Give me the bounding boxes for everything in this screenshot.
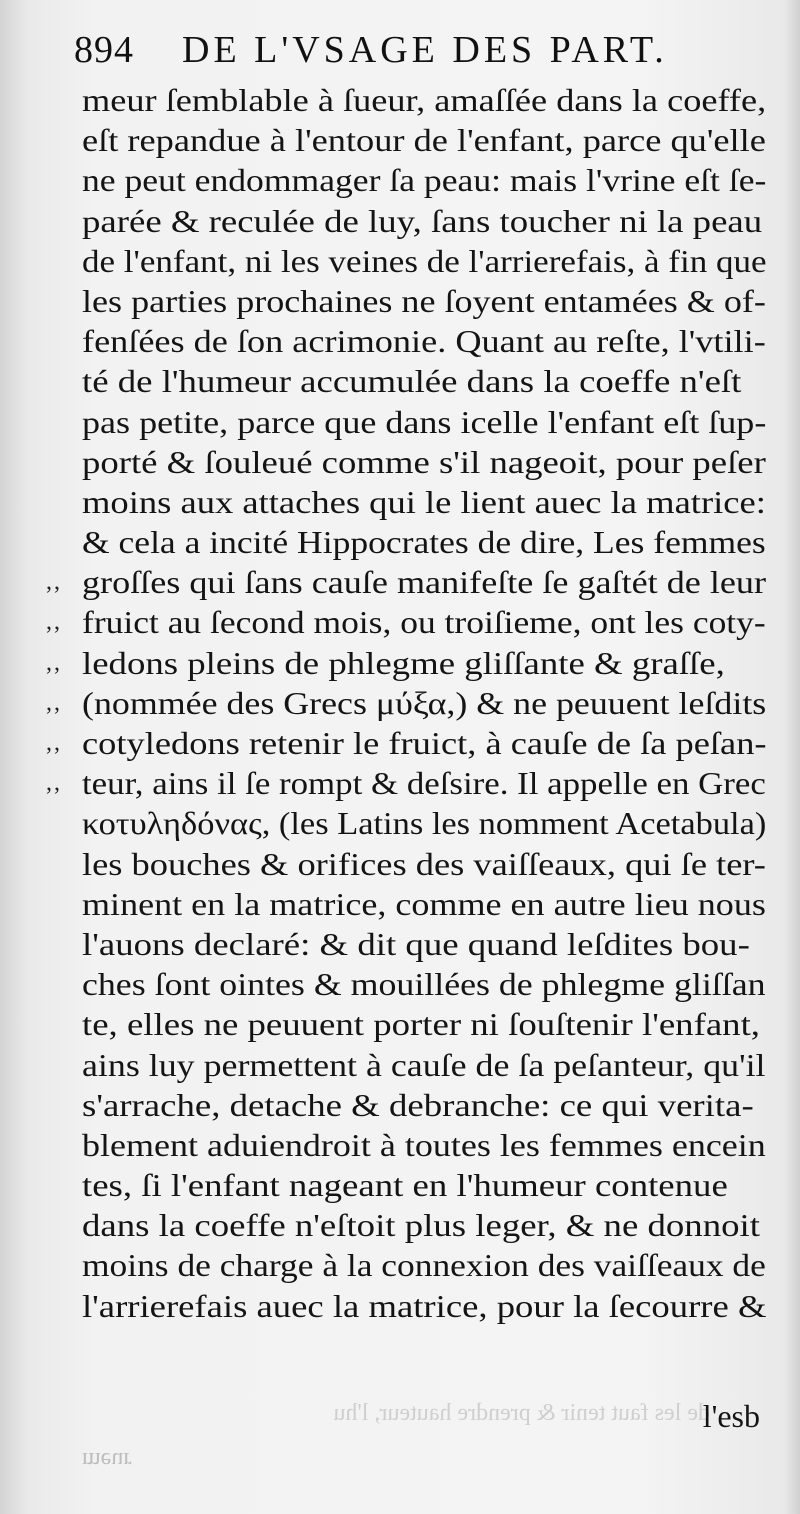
text-line [46, 602, 766, 642]
quotation-marker: ,, [46, 569, 62, 596]
line-text: moins de charge à la connexion des vaiſſeaux de [82, 1247, 766, 1284]
text-line [82, 1286, 766, 1326]
text-line [46, 723, 767, 763]
quotation-marker: ,, [46, 609, 62, 636]
line-text: moins aux attaches qui le lient auec la matrice: [82, 483, 766, 520]
line-text: minent en la matrice, comme en autre lieu nous [82, 885, 766, 922]
line-text: eſt repandue à l'entour de l'enfant, parce qu'elle [82, 122, 766, 159]
line-text: fenſées de ſon acrimonie. Quant au reſte, l'vtili- [82, 323, 766, 360]
text-line [82, 241, 766, 281]
line-text: les parties prochaines ne ſoyent entamées & of- [82, 282, 766, 319]
text-line [82, 160, 766, 200]
line-text: cotyledons retenir le fruict, à cauſe de ſa peſan- [82, 725, 767, 761]
text-line [46, 562, 766, 602]
text-line [82, 1045, 766, 1085]
text-line [46, 643, 766, 683]
line-text: groſſes qui ſans cauſe manifeſte ſe gaſtét de leur [82, 564, 766, 601]
line-text: ne peut endommager ſa peau: mais l'vrine eſt ſe- [82, 162, 767, 199]
text-line [46, 763, 766, 803]
line-text: κοτυληδόνας, (les Latins les nomment Acetabula) [82, 805, 767, 842]
line-text: teur, ains il ſe rompt & deſsire. Il appelle en Grec [82, 765, 766, 802]
line-text: (nommée des Grecs μύξα,) & ne peuuent leſdits [82, 684, 767, 721]
line-text: ledons pleins de phlegme gliſſante & graſſe, [82, 644, 725, 681]
text-line [82, 281, 766, 321]
text-line [82, 1245, 766, 1285]
text-line [82, 1085, 766, 1125]
line-text: ches ſont ointes & mouillées de phlegme gliſſan [82, 966, 766, 1003]
text-line [82, 1165, 766, 1205]
text-line [46, 683, 767, 723]
gutter-shadow [0, 0, 28, 1514]
line-text: & cela a incité Hippocrates de dire, Les femmes [82, 524, 766, 561]
line-text: pas petite, parce que dans icelle l'enfant eſt ſup- [82, 403, 767, 440]
text-line [82, 522, 766, 562]
page-header [74, 24, 754, 76]
line-text: tes, ſi l'enfant nageant en l'humeur contenue [82, 1167, 728, 1204]
line-text: de l'enfant, ni les veines de l'arrierefais, à fin que [82, 242, 767, 279]
quotation-marker: ,, [46, 689, 62, 716]
text-line [82, 844, 766, 884]
text-line [82, 80, 766, 120]
line-text: fruict au ſecond mois, ou troiſieme, ont les coty- [82, 604, 766, 641]
line-text: té de l'humeur accumulée dans la coeffe n'eſt [82, 363, 742, 400]
text-line [82, 361, 766, 401]
text-line [82, 442, 766, 482]
text-line [82, 1125, 766, 1165]
catchword: l'esb [702, 1398, 760, 1434]
text-line [82, 321, 766, 361]
quotation-marker: ,, [46, 770, 62, 797]
line-text: s'arrache, detache & debranche: ce qui verita- [82, 1086, 754, 1123]
text-line [82, 803, 766, 843]
bleed-through-text: de les faut tenir & prendre hauteur, l'hu [333, 1400, 710, 1426]
text-line [82, 120, 766, 160]
line-text: l'auons declaré: & dit que quand leſdites bou- [82, 925, 750, 962]
line-text: te, elles ne peuuent porter ni ſouſtenir l'enfant, [82, 1006, 760, 1043]
line-text: l'arrierefais auec la matrice, pour la ſecourre & [82, 1287, 767, 1324]
line-text: blement aduiendroit à toutes les femmes encein [82, 1126, 766, 1163]
running-title: DE L'VSAGE DES PART. [182, 29, 668, 71]
text-line [82, 482, 766, 522]
line-text: meur ſemblable à ſueur, amaſſée dans la coeffe, [82, 82, 767, 118]
quotation-marker: ,, [46, 730, 62, 756]
text-line [82, 924, 766, 964]
line-text: dans la coeffe n'eſtoit plus leger, & ne donnoit [82, 1207, 760, 1244]
line-text: les bouches & orifices des vaiſſeaux, qui ſe ter- [82, 845, 766, 882]
text-line [82, 1205, 766, 1245]
line-text: parée & reculée de luy, ſans toucher ni la peau [82, 202, 763, 239]
page-edge-shadow [784, 0, 800, 1514]
quotation-marker: ,, [46, 649, 62, 676]
text-line [82, 964, 766, 1004]
text-line [82, 1004, 766, 1044]
page-number: 894 [74, 29, 134, 71]
line-text: ains luy permettent à cauſe de ſa peſanteur, qu'il [82, 1046, 766, 1083]
text-line [82, 402, 766, 442]
bleed-bottom-text: meur [82, 1447, 132, 1473]
text-line [82, 884, 766, 924]
line-text: porté & ſouleué comme s'il nageoit, pour peſer [82, 443, 766, 480]
text-line [82, 201, 766, 241]
body-text [46, 80, 767, 1326]
